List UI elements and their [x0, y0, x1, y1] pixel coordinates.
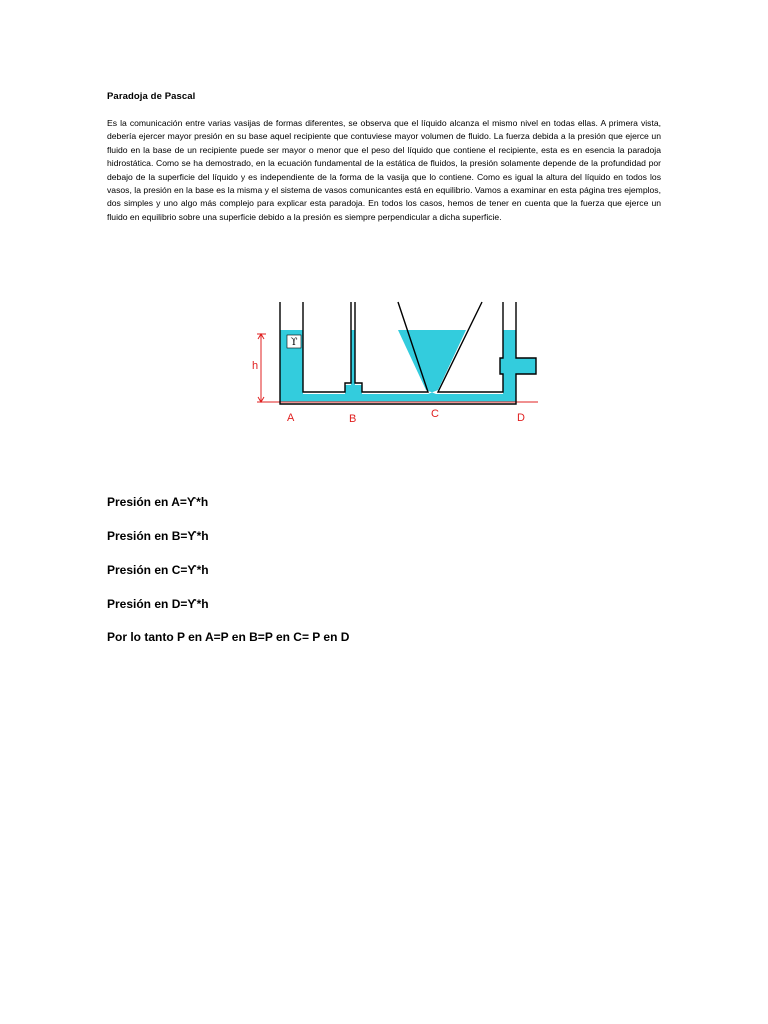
gamma-symbol: ϒ — [290, 337, 298, 348]
vessel-a-inner-wall — [303, 302, 351, 392]
document-title: Paradoja de Pascal — [107, 91, 196, 102]
label-b: B — [349, 413, 357, 425]
fluid-region — [280, 330, 536, 402]
result-line-c: Presión en C=ϒ*h — [107, 563, 209, 577]
fluid-shape — [280, 330, 536, 402]
pascal-paradox-diagram — [250, 292, 550, 427]
gamma-label-box — [287, 335, 301, 348]
document-paragraph: Es la comunicación entre varias vasijas de formas diferentes, se observa que el líquido alcanza el mismo nivel en todas ellas. A primera vista, debería ejercer mayor presión en su base aquel recipiente que contuviese mayor volumen de fluido. La fuerza debida a la presión que ejerce un fluido en la base de un recipiente puede ser mayor o menor que el peso del líquido que contiene el recipiente, esta es en esencia la paradoja hidrostática. Como se ha demostrado, en la ecuación fundamental de la estática de fluidos, la presión solamente depende de la profundidad por debajo de la superficie del líquido y es independiente de la forma de la vasija que lo contiene. Como es igual la altura del líquido en todos los vasos, la presión en la base es la misma y el sistema de vasos comunicantes está en equilibrio. Vamos a examinar en esta página tres ejemplos, dos simples y uno algo más complejo para explicar esta paradoja. En todos los casos, hemos de tener en cuenta que la fuerza que ejerce un fluido en equilibrio sobre una superficie debido a la presión es siempre perpendicular a dicha superficie. — [107, 118, 661, 222]
vessel-walls — [280, 302, 536, 404]
vessel-a-outer-wall — [280, 302, 536, 404]
label-a: A — [287, 412, 295, 424]
height-label: h — [252, 360, 259, 372]
result-line-b: Presión en B=ϒ*h — [107, 529, 209, 543]
result-line-d: Presión en D=ϒ*h — [107, 597, 209, 611]
result-conclusion: Por lo tanto P en A=P en B=P en C= P en D — [107, 630, 350, 644]
label-c: C — [431, 408, 439, 420]
label-d: D — [517, 412, 525, 424]
result-line-a: Presión en A=ϒ*h — [107, 495, 209, 509]
